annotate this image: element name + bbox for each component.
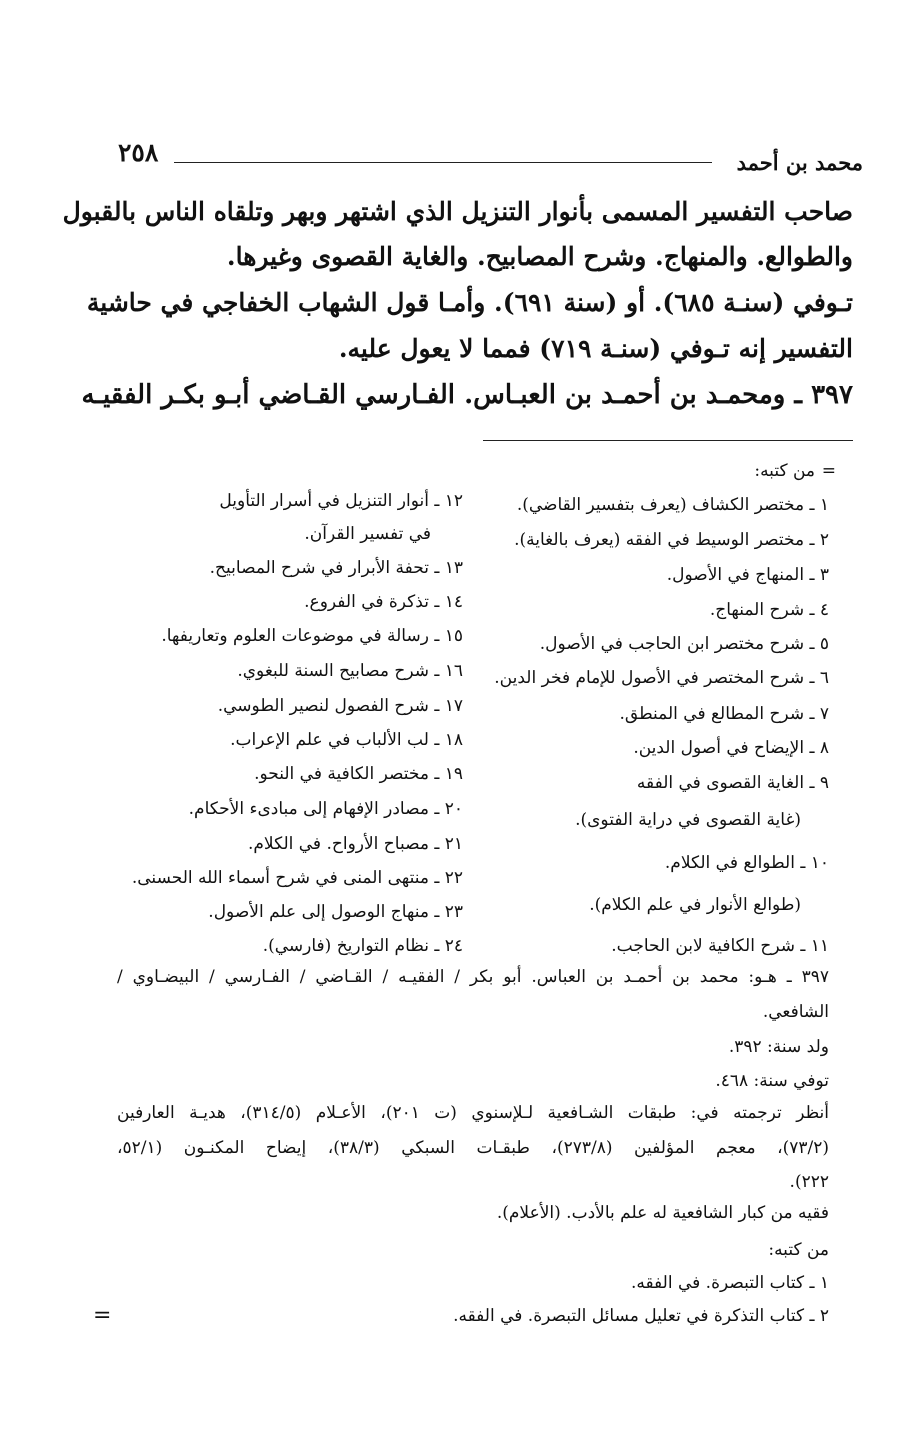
footnote-rule — [483, 440, 853, 441]
running-head: محمد بن أحمد — [736, 150, 863, 175]
book-list-item: ١٨ ـ لب الألباب في علم الإعراب. — [230, 730, 463, 750]
book-list-item: ٤ ـ شرح المنهاج. — [709, 600, 829, 620]
page-number: ٢٥٨ — [118, 138, 159, 167]
sources-line: (٧٣/٢)، معجم المؤلفين (٢٧٣/٨)، طبقـات السبكي (٣٨/٣)، إيضاح المكنـون (٥٢/١، — [117, 1138, 830, 1158]
book-list-item: ١٥ ـ رسالة في موضوعات العلوم وتعاريفها. — [161, 626, 463, 646]
book-list-item: ١٩ ـ مختصر الكافية في النحو. — [254, 764, 463, 784]
book-list-item: ١٢ ـ أنوار التنزيل في أسرار التأويل — [219, 491, 463, 511]
entry-heading: ٣٩٧ ـ ومحمـد بن أحمـد بن العبـاس. الفـارسي القـاضي أبـو بكـر الفقيـه — [81, 380, 853, 410]
book-list-item-note: (طوالع الأنوار في علم الكلام). — [589, 895, 801, 915]
book-list-item: ١٤ ـ تذكرة في الفروع. — [304, 592, 463, 612]
book-list-item: ٢٣ ـ منهاج الوصول إلى علم الأصول. — [208, 902, 463, 922]
book-list-item: ٢٠ ـ مصادر الإفهام إلى مبادىء الأحكام. — [188, 799, 463, 819]
book-list-item: ١١ ـ شرح الكافية لابن الحاجب. — [611, 936, 829, 956]
book-list-item: ٨ ـ الإيضاح في أصول الدين. — [633, 738, 829, 758]
death-year: توفي سنة: ٤٦٨. — [715, 1071, 829, 1091]
entry-description: فقيه من كبار الشافعية له علم بالأدب. (الأعلام). — [496, 1203, 829, 1223]
book-list-item: ١٣ ـ تحفة الأبرار في شرح المصابيح. — [209, 558, 463, 578]
sources-line: أنظر ترجمته في: طبقات الشـافعية لـلإسنوي (ت ٢٠١)، الأعـلام (٣١٤/٥)، هديـة العارفين — [117, 1103, 829, 1123]
continuation-marker: = — [93, 1303, 112, 1328]
book-list-item-continuation: في تفسير القرآن. — [304, 524, 431, 544]
book-list-item: ٦ ـ شرح المختصر في الأصول للإمام فخر الدين. — [494, 668, 829, 688]
header-rule — [174, 162, 712, 163]
entry-identity-line: الشافعي. — [762, 1002, 829, 1022]
main-text-line: صاحب التفسير المسمى بأنوار التنزيل الذي اشتهر وبهر وتلقاه الناس بالقبول — [62, 197, 853, 226]
book-list-item: ٩ ـ الغاية القصوى في الفقه — [636, 773, 829, 793]
book-list-item: ٢١ ـ مصباح الأرواح. في الكلام. — [248, 834, 463, 854]
book-list-item: ٢٤ ـ نظام التواريخ (فارسي). — [262, 936, 463, 956]
book-list-item: ١ ـ كتاب التبصرة. في الفقه. — [630, 1273, 829, 1293]
book-list-item-note: (غاية القصوى في دراية الفتوى). — [575, 810, 801, 830]
books-intro: من كتبه: — [768, 1240, 829, 1260]
book-list-item: ١٦ ـ شرح مصابيح السنة للبغوي. — [237, 661, 463, 681]
book-list-item: ٧ ـ شرح المطالع في المنطق. — [619, 704, 829, 724]
continuation-marker: = — [821, 461, 836, 481]
book-list-item: ٢ ـ كتاب التذكرة في تعليل مسائل التبصرة. في الفقه. — [453, 1306, 829, 1326]
birth-year: ولد سنة: ٣٩٢. — [728, 1037, 829, 1057]
book-list-item: ١ ـ مختصر الكشاف (يعرف بتفسير القاضي). — [516, 495, 829, 515]
book-list-item: ٣ ـ المنهاج في الأصول. — [666, 565, 829, 585]
book-list-item: ١٠ ـ الطوالع في الكلام. — [664, 853, 829, 873]
main-text-line: تـوفي (سنـة ٦٨٥). أو (سنة ٦٩١). وأمـا قول الشهاب الخفاجي في حاشية — [86, 288, 853, 317]
entry-identity-line: ٣٩٧ ـ هـو: محمد بن أحمـد بن العباس. أبو بكر / الفقيـه / القـاضي / الفـارسي / البيضـاوي / — [117, 967, 829, 987]
book-list-item: ٥ ـ شرح مختصر ابن الحاجب في الأصول. — [539, 634, 829, 654]
book-list-item: ٢٢ ـ منتهى المنى في شرح أسماء الله الحسنى. — [131, 868, 463, 888]
main-text-line: والطوالع. والمنهاج. وشرح المصابيح. والغاية القصوى وغيرها. — [226, 242, 853, 271]
book-list-item: ٢ ـ مختصر الوسيط في الفقه (يعرف بالغاية). — [514, 530, 829, 550]
sources-line: ٢٢٢). — [789, 1172, 829, 1192]
books-intro: من كتبه: — [754, 461, 815, 481]
book-list-item: ١٧ ـ شرح الفصول لنصير الطوسي. — [217, 696, 463, 716]
main-text-line: التفسير إنه تـوفي (سنـة ٧١٩) فمما لا يعول عليه. — [338, 334, 853, 363]
